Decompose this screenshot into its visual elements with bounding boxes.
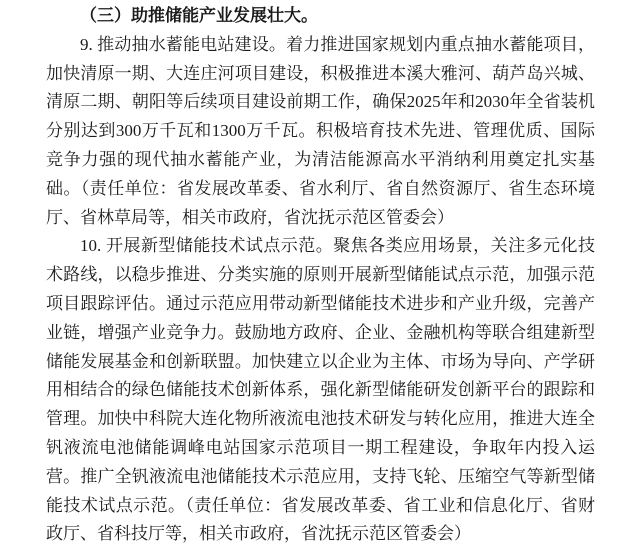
paragraph-item-9: 9. 推动抽水蓄能电站建设。着力推进国家规划内重点抽水蓄能项目，加快清原一期、大连庄河项目建设，积极推进本溪大雅河、葫芦岛兴城、清原二期、朝阳等后续项目建设前期工作，确保2025年和2030年全省装机分别达到300万千瓦和1300万千瓦。积极培育技术先进、管理优质、国际竞争力强的现代抽水蓄能产业，为清洁能源高水平消纳利用奠定扎实基础。（责任单位：省发展改革委、省水利厅、省自然资源厅、省生态环境厅、省林草局等，相关市政府，省沈抚示范区管委会） bbox=[46, 34, 595, 227]
paragraph-item-10: 10. 开展新型储能技术试点示范。聚焦各类应用场景，关注多元化技术路线，以稳步推进、分类实施的原则开展新型储能试点示范，加强示范项目跟踪评估。通过示范应用带动新型储能技术进步和产业升级，完善产业链，增强产业竞争力。鼓励地方政府、企业、金融机构等联合组建新型储能发展基金和创新联盟。加快建立以企业为主体、市场为导向、产学研用相结合的绿色储能技术创新体系，强化新型储能研发创新平台的跟踪和管理。加快中科院大连化物所液流电池技术研发与转化应用，推进大连全钒液流电池储能调峰电站国家示范项目一期工程建设，争取年内投入运营。推广全钒液流电池储能技术示范应用，支持飞轮、压缩空气等新型储能技术试点示范。（责任单位：省发展改革委、省工业和信息化厅、省财政厅、省科技厅等，相关市政府，省沈抚示范区管委会） bbox=[46, 236, 595, 544]
section-heading: （三）助推储能产业发展壮大。 bbox=[80, 6, 318, 25]
